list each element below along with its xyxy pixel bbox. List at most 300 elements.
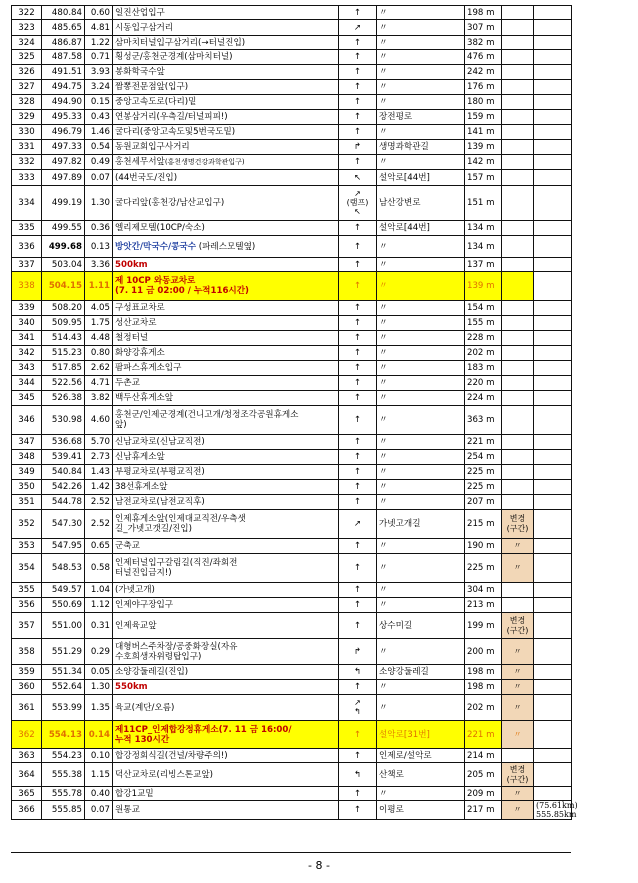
road-name: 〃 bbox=[377, 391, 465, 406]
elapsed-time: 159 m bbox=[465, 110, 502, 125]
table-row bbox=[12, 140, 572, 155]
table-row bbox=[12, 361, 572, 376]
road-name: 설악로[31번] bbox=[377, 721, 465, 749]
elapsed-time: 363 m bbox=[465, 406, 502, 435]
cumulative-distance: 494.90 bbox=[42, 95, 85, 110]
row-number: 328 bbox=[12, 95, 42, 110]
elapsed-time: 304 m bbox=[465, 583, 502, 598]
place-name bbox=[113, 170, 339, 186]
row-number: 346 bbox=[12, 406, 42, 435]
direction-arrow-icon: ↑ bbox=[339, 155, 377, 170]
segment-distance: 0.71 bbox=[85, 50, 113, 65]
place-name bbox=[113, 95, 339, 110]
elapsed-time: 225 m bbox=[465, 554, 502, 583]
extra-note bbox=[534, 20, 572, 36]
place-name bbox=[113, 465, 339, 480]
direction-arrow-icon: ↑ bbox=[339, 450, 377, 465]
elapsed-time: 221 m bbox=[465, 721, 502, 749]
table-row bbox=[12, 613, 572, 639]
extra-note bbox=[534, 170, 572, 186]
segment-distance: 0.10 bbox=[85, 749, 113, 763]
table-row bbox=[12, 665, 572, 680]
cumulative-distance: 496.79 bbox=[42, 125, 85, 140]
segment-distance: 1.04 bbox=[85, 583, 113, 598]
row-number: 333 bbox=[12, 170, 42, 186]
direction-arrow-icon: ↑ bbox=[339, 539, 377, 554]
elapsed-time: 200 m bbox=[465, 639, 502, 665]
note-cell: 〃 bbox=[502, 680, 534, 695]
road-name: 〃 bbox=[377, 236, 465, 258]
milestone-label: 550km bbox=[115, 682, 148, 692]
cumulative-distance: 503.04 bbox=[42, 258, 85, 272]
table-row bbox=[12, 598, 572, 613]
elapsed-time: 225 m bbox=[465, 480, 502, 495]
note-cell bbox=[502, 125, 534, 140]
place-name bbox=[113, 140, 339, 155]
row-number: 327 bbox=[12, 80, 42, 95]
segment-distance: 0.05 bbox=[85, 665, 113, 680]
note-cell bbox=[502, 20, 534, 36]
note-cell: 〃 bbox=[502, 665, 534, 680]
place-text: 시동입구삼거리 bbox=[115, 22, 174, 33]
extra-note bbox=[534, 680, 572, 695]
note-cell: 〃 bbox=[502, 721, 534, 749]
table-row bbox=[12, 170, 572, 186]
place-text: 부평교차로(부평교직전) bbox=[115, 467, 205, 477]
table-row bbox=[12, 346, 572, 361]
direction-arrow-icon: ↑ bbox=[339, 376, 377, 391]
row-number: 337 bbox=[12, 258, 42, 272]
table-row bbox=[12, 36, 572, 50]
place-highlight: 방앗간/막국수/콩국수 bbox=[115, 241, 196, 252]
segment-distance: 1.12 bbox=[85, 598, 113, 613]
note-cell bbox=[502, 110, 534, 125]
milestone-label: 500km bbox=[115, 259, 148, 270]
cumulative-distance: 551.29 bbox=[42, 639, 85, 665]
elapsed-time: 202 m bbox=[465, 346, 502, 361]
elapsed-time: 134 m bbox=[465, 221, 502, 236]
direction-arrow-icon: ↑ bbox=[339, 272, 377, 301]
row-number: 323 bbox=[12, 20, 42, 36]
elapsed-time: 139 m bbox=[465, 140, 502, 155]
note-cell bbox=[502, 155, 534, 170]
place-name bbox=[113, 554, 339, 583]
direction-arrow-icon: ↑ bbox=[339, 495, 377, 510]
cumulative-distance: 542.26 bbox=[42, 480, 85, 495]
direction-arrow-icon: ↑ bbox=[339, 680, 377, 695]
place-line: (7. 11 금 02:00 / 누적116시간) bbox=[115, 286, 249, 296]
row-number: 363 bbox=[12, 749, 42, 763]
place-name bbox=[113, 583, 339, 598]
extra-note bbox=[534, 376, 572, 391]
row-number: 366 bbox=[12, 801, 42, 820]
table-row bbox=[12, 465, 572, 480]
note-cell bbox=[502, 301, 534, 316]
note-cell bbox=[502, 763, 534, 787]
cumulative-distance: 485.65 bbox=[42, 20, 85, 36]
table-row bbox=[12, 331, 572, 346]
elapsed-time: 207 m bbox=[465, 495, 502, 510]
note-line: (구간) bbox=[506, 774, 529, 784]
extra-note bbox=[534, 465, 572, 480]
road-name: 설악로[44번] bbox=[377, 221, 465, 236]
extra-note bbox=[534, 495, 572, 510]
place-name bbox=[113, 495, 339, 510]
cumulative-distance: 526.38 bbox=[42, 391, 85, 406]
note-cell bbox=[502, 140, 534, 155]
extra-note bbox=[534, 140, 572, 155]
segment-distance: 0.13 bbox=[85, 236, 113, 258]
table-row bbox=[12, 763, 572, 787]
segment-distance: 1.15 bbox=[85, 763, 113, 787]
table-row bbox=[12, 95, 572, 110]
extra-note bbox=[534, 155, 572, 170]
elapsed-time: 198 m bbox=[465, 6, 502, 20]
elapsed-time: 214 m bbox=[465, 749, 502, 763]
note-cell bbox=[502, 465, 534, 480]
note-cell bbox=[502, 170, 534, 186]
table-row bbox=[12, 680, 572, 695]
elapsed-time: 217 m bbox=[465, 801, 502, 820]
row-number: 365 bbox=[12, 787, 42, 801]
note-cell bbox=[502, 598, 534, 613]
note-cell bbox=[502, 613, 534, 639]
extra-note bbox=[534, 480, 572, 495]
direction-arrow-icon: ↑ bbox=[339, 721, 377, 749]
table-row bbox=[12, 391, 572, 406]
cumulative-distance: 554.23 bbox=[42, 749, 85, 763]
place-name bbox=[113, 6, 339, 20]
cumulative-distance: 499.68 bbox=[42, 236, 85, 258]
segment-distance: 1.42 bbox=[85, 480, 113, 495]
row-number: 332 bbox=[12, 155, 42, 170]
cumulative-distance: 495.33 bbox=[42, 110, 85, 125]
elapsed-time: 190 m bbox=[465, 539, 502, 554]
direction-arrow-icon: ↑ bbox=[339, 80, 377, 95]
place-subtext: (홍천생명건강과학관입구) bbox=[164, 158, 245, 166]
table-row bbox=[12, 236, 572, 258]
row-number: 324 bbox=[12, 36, 42, 50]
place-line: 제 10CP 와동교차로 bbox=[115, 276, 196, 286]
extra-note bbox=[534, 613, 572, 639]
place-text: 합강정회식길(건널/차량주의!) bbox=[115, 750, 228, 761]
table-row bbox=[12, 583, 572, 598]
table-row bbox=[12, 20, 572, 36]
note-cell bbox=[502, 450, 534, 465]
cumulative-distance: 514.43 bbox=[42, 331, 85, 346]
cumulative-distance: 536.68 bbox=[42, 435, 85, 450]
cumulative-distance: 553.99 bbox=[42, 695, 85, 721]
elapsed-time: 220 m bbox=[465, 376, 502, 391]
row-number: 353 bbox=[12, 539, 42, 554]
segment-distance: 1.75 bbox=[85, 316, 113, 331]
place-name bbox=[113, 613, 339, 639]
elapsed-time: 183 m bbox=[465, 361, 502, 376]
direction-arrow-icon: ↑ bbox=[339, 6, 377, 20]
note-cell bbox=[502, 749, 534, 763]
note-cell bbox=[502, 6, 534, 20]
note-cell bbox=[502, 80, 534, 95]
row-number: 359 bbox=[12, 665, 42, 680]
table-row bbox=[12, 155, 572, 170]
direction-arrow-icon: ↑ bbox=[339, 435, 377, 450]
elapsed-time: 180 m bbox=[465, 95, 502, 110]
cumulative-distance: 494.75 bbox=[42, 80, 85, 95]
extra-note bbox=[534, 236, 572, 258]
extra-note bbox=[534, 721, 572, 749]
cumulative-distance: 555.85 bbox=[42, 801, 85, 820]
road-name: 〃 bbox=[377, 406, 465, 435]
segment-distance: 1.30 bbox=[85, 680, 113, 695]
segment-distance: 4.81 bbox=[85, 20, 113, 36]
extra-note bbox=[534, 361, 572, 376]
segment-distance: 2.52 bbox=[85, 510, 113, 539]
note-cell bbox=[502, 95, 534, 110]
table-row bbox=[12, 301, 572, 316]
row-number: 350 bbox=[12, 480, 42, 495]
direction-arrow-icon: ↑ bbox=[339, 125, 377, 140]
direction-arrow-icon bbox=[339, 186, 377, 221]
note-cell bbox=[502, 186, 534, 221]
cumulative-distance: 486.87 bbox=[42, 36, 85, 50]
direction-arrow-icon: ↑ bbox=[339, 316, 377, 331]
note-cell bbox=[502, 376, 534, 391]
row-number: 352 bbox=[12, 510, 42, 539]
road-name: 〃 bbox=[377, 272, 465, 301]
table-row bbox=[12, 801, 572, 820]
road-name: 〃 bbox=[377, 495, 465, 510]
road-name: 〃 bbox=[377, 346, 465, 361]
place-text: 신남휴게소앞 bbox=[115, 452, 165, 462]
table-row bbox=[12, 65, 572, 80]
segment-distance: 1.30 bbox=[85, 186, 113, 221]
note-cell bbox=[502, 406, 534, 435]
note-cell bbox=[502, 331, 534, 346]
cumulative-distance: 487.58 bbox=[42, 50, 85, 65]
row-number: 358 bbox=[12, 639, 42, 665]
road-name: 〃 bbox=[377, 6, 465, 20]
row-number: 338 bbox=[12, 272, 42, 301]
extra-note bbox=[534, 598, 572, 613]
segment-distance: 0.31 bbox=[85, 613, 113, 639]
cumulative-distance: 530.98 bbox=[42, 406, 85, 435]
table-row bbox=[12, 376, 572, 391]
direction-arrow-icon: ↗ bbox=[339, 20, 377, 36]
table-row bbox=[12, 510, 572, 539]
road-name: 소양강둘레길 bbox=[377, 665, 465, 680]
direction-arrow-icon: ↑ bbox=[339, 749, 377, 763]
road-name: 〃 bbox=[377, 465, 465, 480]
road-name: 〃 bbox=[377, 376, 465, 391]
place-name bbox=[113, 155, 339, 170]
table-row bbox=[12, 495, 572, 510]
note-cell: 〃 bbox=[502, 554, 534, 583]
place-text: 봉화학국수앞 bbox=[115, 67, 165, 77]
elapsed-time: 198 m bbox=[465, 665, 502, 680]
segment-distance: 0.07 bbox=[85, 801, 113, 820]
place-text: 두촌교 bbox=[115, 378, 140, 388]
road-name: 설악로[44번] bbox=[377, 170, 465, 186]
segment-distance: 0.58 bbox=[85, 554, 113, 583]
road-name: 인제로/설악로 bbox=[377, 749, 465, 763]
road-name: 〃 bbox=[377, 36, 465, 50]
road-name: 상수미길 bbox=[377, 613, 465, 639]
place-text: 인제야구장입구 bbox=[115, 600, 174, 610]
place-text: 굴다리앞(홍천강/남산교입구) bbox=[115, 198, 225, 208]
place-name bbox=[113, 20, 339, 36]
place-name bbox=[113, 435, 339, 450]
extra-note bbox=[534, 665, 572, 680]
segment-distance: 1.35 bbox=[85, 695, 113, 721]
direction-arrow-icon: ↑ bbox=[339, 95, 377, 110]
road-name: 남산강변로 bbox=[377, 186, 465, 221]
direction-arrow-icon: ↗ bbox=[354, 698, 361, 707]
elapsed-time: 199 m bbox=[465, 613, 502, 639]
place-text: 팜파스휴게소입구 bbox=[115, 363, 182, 373]
table-row bbox=[12, 554, 572, 583]
row-number: 340 bbox=[12, 316, 42, 331]
note-cell bbox=[502, 221, 534, 236]
place-name bbox=[113, 763, 339, 787]
cumulative-distance: 552.64 bbox=[42, 680, 85, 695]
road-name: 〃 bbox=[377, 435, 465, 450]
direction-arrow-icon: ↑ bbox=[339, 301, 377, 316]
row-number: 357 bbox=[12, 613, 42, 639]
segment-distance: 4.05 bbox=[85, 301, 113, 316]
cumulative-distance: 547.30 bbox=[42, 510, 85, 539]
place-name bbox=[113, 665, 339, 680]
direction-arrow-icon: ↱ bbox=[339, 140, 377, 155]
place-name bbox=[113, 301, 339, 316]
table-row bbox=[12, 80, 572, 95]
place-line: 대형버스주차장/공중화장실(자유 bbox=[115, 641, 238, 652]
cumulative-distance: 497.33 bbox=[42, 140, 85, 155]
row-number: 348 bbox=[12, 450, 42, 465]
place-line: 길_가넷고갯길/진입) bbox=[115, 524, 192, 534]
total-distance-note: (75.61km) bbox=[536, 801, 578, 810]
direction-arrow-icon: ↑ bbox=[339, 613, 377, 639]
place-text: 화양강휴게소 bbox=[115, 348, 165, 358]
place-text: 철정터널 bbox=[115, 333, 149, 343]
row-number: 364 bbox=[12, 763, 42, 787]
cumulative-distance: 548.53 bbox=[42, 554, 85, 583]
note-cell: 〃 bbox=[502, 787, 534, 801]
road-name: 〃 bbox=[377, 155, 465, 170]
segment-distance: 5.70 bbox=[85, 435, 113, 450]
place-name bbox=[113, 639, 339, 665]
table-row bbox=[12, 50, 572, 65]
segment-distance: 3.24 bbox=[85, 80, 113, 95]
table-row bbox=[12, 258, 572, 272]
segment-distance: 0.60 bbox=[85, 6, 113, 20]
place-name bbox=[113, 480, 339, 495]
place-text: 짬뽕전문점앞(입구) bbox=[115, 82, 189, 92]
direction-arrow-icon: ↑ bbox=[339, 221, 377, 236]
direction-arrow-icon: ↰ bbox=[339, 763, 377, 787]
direction-arrow-icon: ↑ bbox=[339, 391, 377, 406]
place-name bbox=[113, 598, 339, 613]
cumulative-distance: 551.00 bbox=[42, 613, 85, 639]
table-row bbox=[12, 435, 572, 450]
place-name bbox=[113, 801, 339, 820]
note-cell: 〃 bbox=[502, 639, 534, 665]
road-name: 〃 bbox=[377, 695, 465, 721]
note-line: (구간) bbox=[506, 524, 529, 533]
extra-note bbox=[534, 258, 572, 272]
direction-arrow-icon: ↖ bbox=[354, 207, 361, 216]
segment-distance: 0.49 bbox=[85, 155, 113, 170]
note-cell bbox=[502, 65, 534, 80]
direction-stack bbox=[347, 189, 369, 216]
cumulative-distance: 555.78 bbox=[42, 787, 85, 801]
place-name bbox=[113, 258, 339, 272]
table-row bbox=[12, 272, 572, 301]
extra-note bbox=[534, 301, 572, 316]
table-row bbox=[12, 125, 572, 140]
direction-arrow-icon: ↑ bbox=[339, 50, 377, 65]
row-number: 342 bbox=[12, 346, 42, 361]
extra-note bbox=[534, 391, 572, 406]
road-name: 〃 bbox=[377, 95, 465, 110]
elapsed-time: 225 m bbox=[465, 465, 502, 480]
road-name: 〃 bbox=[377, 316, 465, 331]
place-name bbox=[113, 186, 339, 221]
segment-distance: 1.46 bbox=[85, 125, 113, 140]
note-line: (구간) bbox=[506, 625, 529, 635]
cumulative-distance: 549.57 bbox=[42, 583, 85, 598]
place-name bbox=[113, 376, 339, 391]
segment-distance: 2.52 bbox=[85, 495, 113, 510]
elapsed-time: 139 m bbox=[465, 272, 502, 301]
road-name: 〃 bbox=[377, 539, 465, 554]
extra-note bbox=[534, 221, 572, 236]
place-name bbox=[113, 391, 339, 406]
place-name bbox=[113, 316, 339, 331]
total-distance-note: 555.85km bbox=[536, 810, 577, 819]
place-name bbox=[113, 721, 339, 749]
cumulative-distance: 544.78 bbox=[42, 495, 85, 510]
segment-distance: 1.22 bbox=[85, 36, 113, 50]
segment-distance: 0.80 bbox=[85, 346, 113, 361]
extra-note bbox=[534, 272, 572, 301]
place-text: 덕산교차로(리빙스톤교앞) bbox=[115, 769, 214, 780]
direction-arrow-icon bbox=[339, 695, 377, 721]
direction-arrow-icon: ↗ bbox=[354, 189, 361, 198]
route-table bbox=[11, 5, 578, 820]
row-number: 345 bbox=[12, 391, 42, 406]
road-name: 산책로 bbox=[377, 763, 465, 787]
extra-note bbox=[534, 95, 572, 110]
extra-note bbox=[534, 749, 572, 763]
note-cell bbox=[502, 480, 534, 495]
extra-note bbox=[534, 36, 572, 50]
table-row bbox=[12, 749, 572, 763]
extra-note bbox=[534, 435, 572, 450]
elapsed-time: 198 m bbox=[465, 680, 502, 695]
table-row bbox=[12, 539, 572, 554]
note-cell bbox=[502, 510, 534, 539]
direction-arrow-icon: ↑ bbox=[339, 480, 377, 495]
extra-note bbox=[534, 110, 572, 125]
road-name: 〃 bbox=[377, 331, 465, 346]
extra-note bbox=[534, 331, 572, 346]
table-row bbox=[12, 721, 572, 749]
segment-distance: 1.11 bbox=[85, 272, 113, 301]
segment-distance: 3.36 bbox=[85, 258, 113, 272]
table-row bbox=[12, 316, 572, 331]
note-cell: 〃 bbox=[502, 539, 534, 554]
direction-stack bbox=[354, 698, 361, 716]
